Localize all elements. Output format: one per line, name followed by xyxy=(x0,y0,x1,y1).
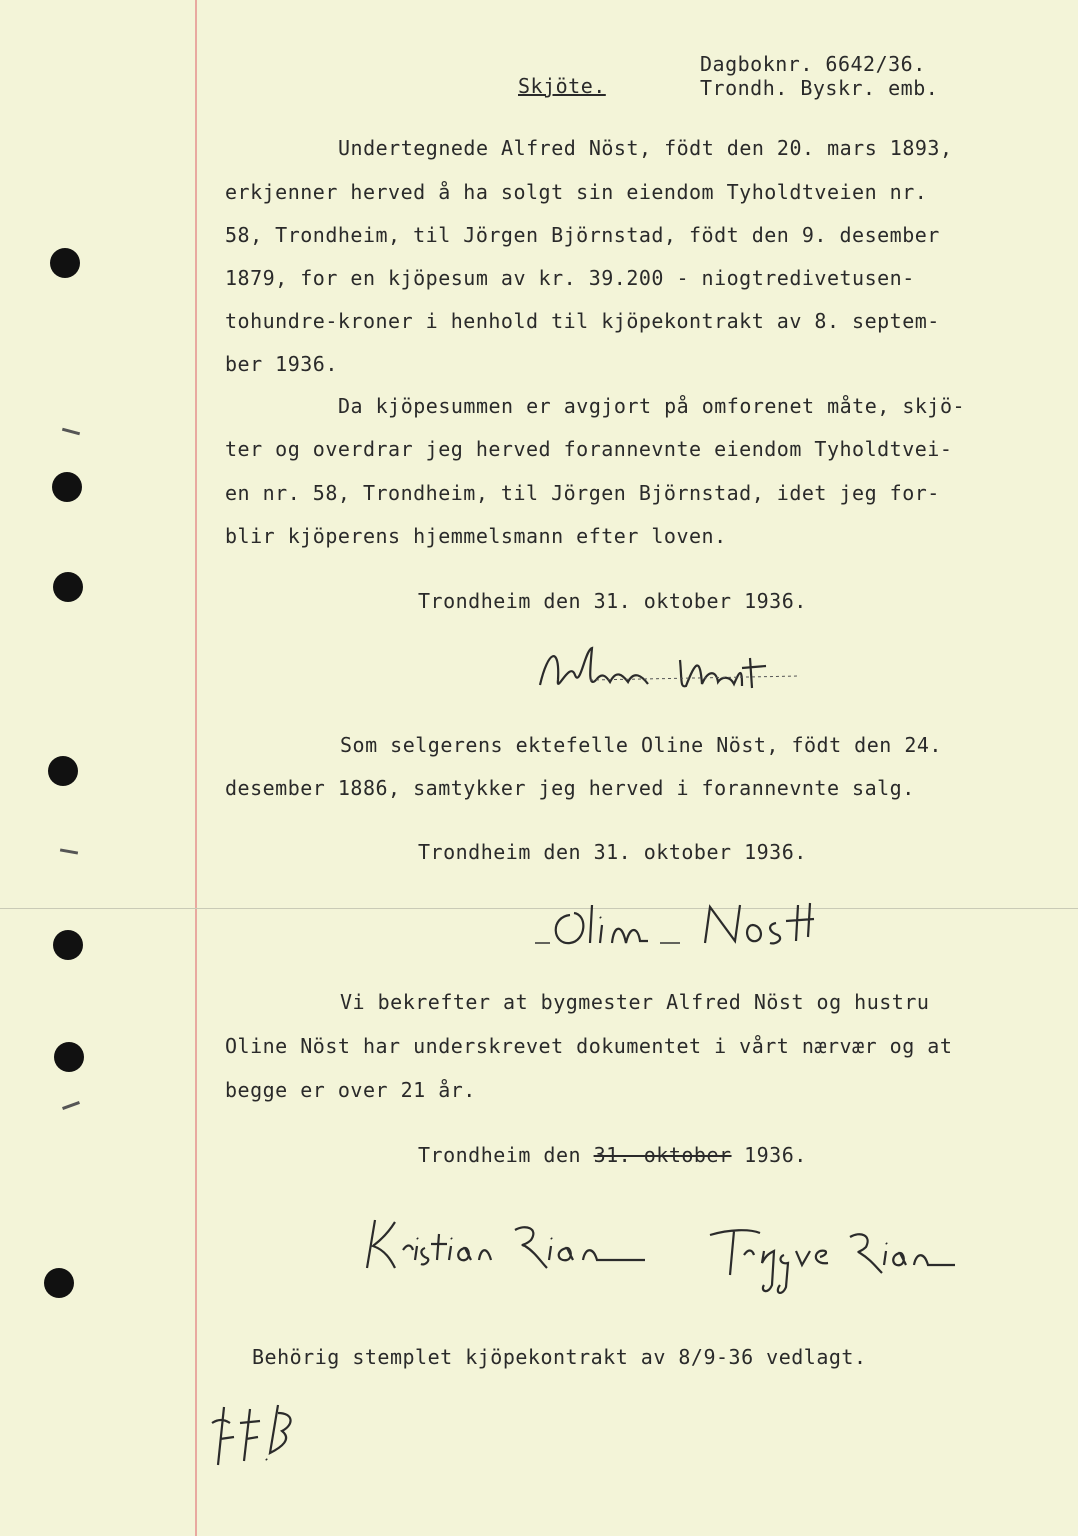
initials-mark xyxy=(210,1395,320,1479)
punch-hole xyxy=(52,472,82,502)
attachment-note: Behörig stemplet kjöpekontrakt av 8/9-36 vedlagt. xyxy=(252,1345,867,1369)
deed-line: blir kjöperens hjemmelsmann efter loven. xyxy=(225,524,727,548)
signature-alfred xyxy=(530,640,820,714)
punch-hole xyxy=(48,756,78,786)
deed-place-date: Trondheim den 31. oktober 1936. xyxy=(418,589,807,613)
punch-hole xyxy=(53,930,83,960)
deed-line: tohundre-kroner i henhold til kjöpekontrakt av 8. septem- xyxy=(225,309,940,333)
witness-line: Oline Nöst har underskrevet dokumentet i vårt nærvær og at xyxy=(225,1034,953,1058)
office-name: Trondh. Byskr. emb. xyxy=(700,76,939,100)
struck-date: 31. oktober xyxy=(593,1143,732,1167)
deed-line: 1879, for en kjöpesum av kr. 39.200 - niogtredivetusen- xyxy=(225,266,915,290)
signature-kristian-rian xyxy=(355,1210,655,1294)
punch-hole xyxy=(53,572,83,602)
signature-oline xyxy=(530,895,850,959)
year: 1936. xyxy=(731,1143,807,1167)
signature-trygve-rian xyxy=(700,1215,970,1309)
deed-line: erkjenner herved å ha solgt sin eiendom Tyholdtveien nr. xyxy=(225,180,928,204)
deed-line: Undertegnede Alfred Nöst, födt den 20. mars 1893, xyxy=(338,136,953,160)
deed-line: ter og overdrar jeg herved forannevnte eiendom Tyholdtvei- xyxy=(225,437,953,461)
place-prefix: Trondheim den xyxy=(418,1143,594,1167)
deed-line: ber 1936. xyxy=(225,352,338,376)
scan-mark xyxy=(62,428,80,436)
scan-mark xyxy=(60,848,78,854)
document-title: Skjöte. xyxy=(518,74,606,98)
deed-line: en nr. 58, Trondheim, til Jörgen Björnstad, idet jeg for- xyxy=(225,481,940,505)
journal-number: Dagboknr. 6642/36. xyxy=(700,52,926,76)
punch-hole xyxy=(44,1268,74,1298)
deed-line: Da kjöpesummen er avgjort på omforenet måte, skjö- xyxy=(338,394,966,418)
witness-place-date xyxy=(418,1143,807,1167)
scan-mark xyxy=(62,1101,80,1110)
witness-line: Vi bekrefter at bygmester Alfred Nöst og hustru xyxy=(340,990,930,1014)
margin-rule xyxy=(195,0,197,1536)
punch-hole xyxy=(50,248,80,278)
deed-line: 58, Trondheim, til Jörgen Björnstad, födt den 9. desember xyxy=(225,223,940,247)
punch-hole xyxy=(54,1042,84,1072)
witness-line: begge er over 21 år. xyxy=(225,1078,476,1102)
consent-line: desember 1886, samtykker jeg herved i forannevnte salg. xyxy=(225,776,915,800)
consent-line: Som selgerens ektefelle Oline Nöst, födt den 24. xyxy=(340,733,942,757)
consent-place-date: Trondheim den 31. oktober 1936. xyxy=(418,840,807,864)
